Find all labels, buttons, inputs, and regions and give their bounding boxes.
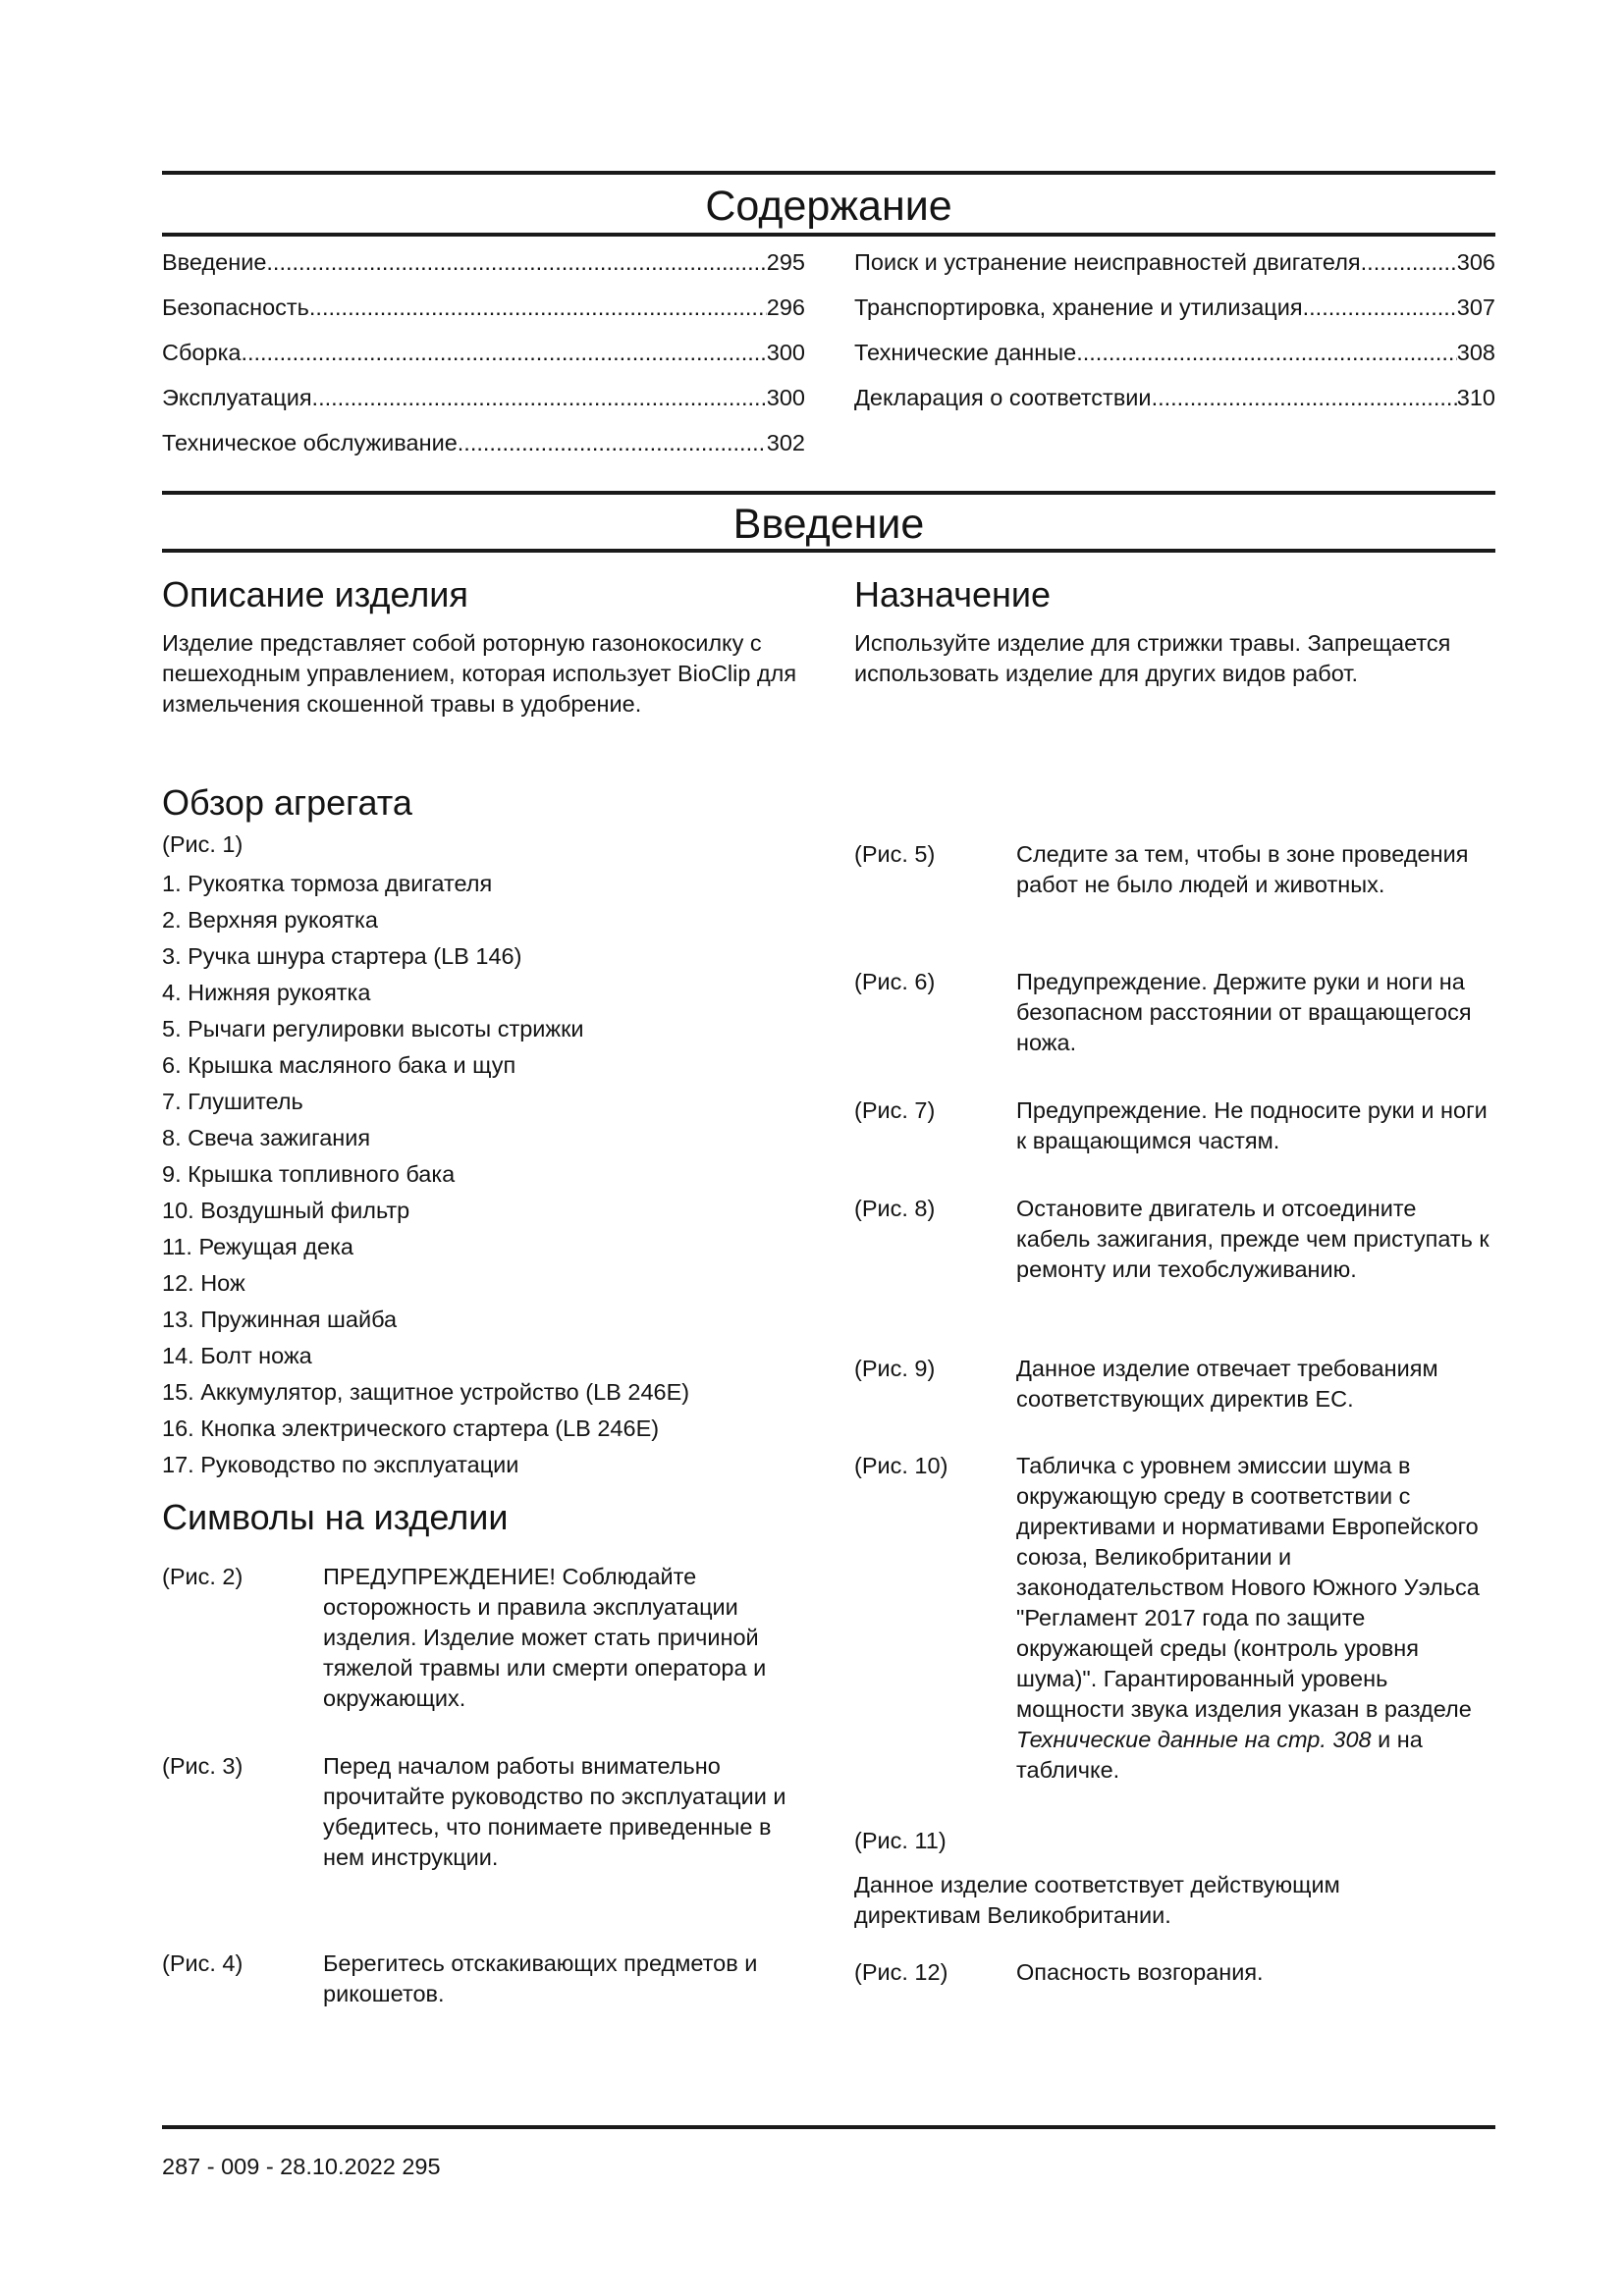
toc-entry[interactable]: Эксплуатация ..... 300 [162,383,805,428]
symbols-heading: Символы на изделии [162,1497,509,1537]
symbol-entry [162,1751,790,1873]
symbol-entry [162,1562,790,1714]
toc-entry[interactable]: Техническое обслуживание ..... 302 [162,428,805,473]
cross-reference-link[interactable]: Технические данные на стр. 308 [1016,1727,1372,1752]
list-item: 16. Кнопка электрического стартера (LB 246E) [162,1415,660,1441]
toc-right-column [854,247,1495,428]
symbol-text: Предупреждение. Держите руки и ноги на безопасном расстоянии от вращающегося ножа. [1016,969,1472,1055]
footer-rule [162,2125,1495,2129]
symbol-entry [162,1949,790,2009]
fig11-text: Данное изделие соответствует действующим директивам Великобритании. [854,1872,1340,1928]
symbol-entry [854,1957,1495,1988]
symbol-entry [854,967,1495,1058]
overview-parts-list [162,866,810,1483]
toc-entry[interactable]: Декларация о соответствии ..... 310 [854,383,1495,428]
toc-title: Содержание [705,183,952,230]
description-text: Изделие представляет собой роторную газонокосилку с пешеходным управлением, которая использует BioClip для измельчения скошенной травы в удобрение. [162,630,797,717]
figure-ref: (Рис. 11) [854,1828,947,1853]
symbol-text: Остановите двигатель и отсоедините кабель зажигания, прежде чем приступать к ремонту или техобслуживанию. [1016,1196,1489,1282]
intro-bottom-rule [162,549,1495,553]
list-item: 10. Воздушный фильтр [162,1198,410,1223]
toc-entry[interactable]: Введение ..... 295 [162,247,805,293]
symbol-text: Предупреждение. Не подносите руки и ноги к вращающимся частям. [1016,1097,1488,1153]
intro-top-rule [162,491,1495,495]
figure-ref: (Рис. 4) [162,1950,244,1976]
list-item: 15. Аккумулятор, защитное устройство (LB 246E) [162,1379,690,1405]
toc-left-column [162,247,805,473]
list-item: 12. Нож [162,1270,245,1296]
figure-ref: (Рис. 6) [854,969,936,994]
toc-entry[interactable]: Транспортировка, хранение и утилизация ..... 307 [854,293,1495,338]
list-item: 1. Рукоятка тормоза двигателя [162,871,493,896]
list-item: 11. Режущая дека [162,1234,353,1259]
toc-entry[interactable]: Поиск и устранение неисправностей двигателя ..... 306 [854,247,1495,293]
toc-entry[interactable]: Безопасность ..... 296 [162,293,805,338]
symbol-entry [854,1194,1495,1285]
symbol-text: Табличка с уровнем эмиссии шума в окружающую среду в соответствии с директивами и нормативами Европейского союза, Великобритании и законодательством Нового Южного Уэльса "Регламент 2017 года по защите окружающей среды (контроль уровня шума)". Гарантированный уровень мощности звука изделия указан в разделе Технические данные на стр. 308 и на табличке. [1016,1453,1480,1783]
list-item: 5. Рычаги регулировки высоты стрижки [162,1016,584,1041]
description-heading: Описание изделия [162,574,468,614]
list-item: 8. Свеча зажигания [162,1125,371,1150]
figure-ref: (Рис. 2) [162,1564,244,1589]
list-item: 17. Руководство по эксплуатации [162,1452,519,1477]
list-item: 2. Верхняя рукоятка [162,907,378,933]
toc-entry[interactable]: Технические данные ..... 308 [854,338,1495,383]
overview-figure-ref: (Рис. 1) [162,831,244,857]
toc-bottom-rule [162,233,1495,237]
symbol-entry [854,839,1495,900]
figure-ref: (Рис. 7) [854,1097,936,1123]
symbol-entry [854,1354,1495,1415]
symbol-text: Следите за тем, чтобы в зоне проведения работ не было людей и животных. [1016,841,1469,897]
symbol-entry [854,1095,1495,1156]
symbol-text: ПРЕДУПРЕЖДЕНИЕ! Соблюдайте осторожность и правила эксплуатации изделия. Изделие может стать причиной тяжелой травмы или смерти оператора и окружающих. [323,1564,767,1711]
list-item: 14. Болт ножа [162,1343,312,1368]
purpose-text: Используйте изделие для стрижки травы. Запрещается использовать изделие для других видов работ. [854,630,1451,686]
list-item: 6. Крышка масляного бака и щуп [162,1052,516,1078]
symbol-text: Данное изделие отвечает требованиям соответствующих директив ЕС. [1016,1356,1438,1412]
list-item: 3. Ручка шнура стартера (LB 146) [162,943,522,969]
figure-ref: (Рис. 10) [854,1453,948,1478]
overview-heading: Обзор агрегата [162,782,412,823]
toc-entry[interactable]: Сборка ..... 300 [162,338,805,383]
list-item: 9. Крышка топливного бака [162,1161,456,1187]
page-footer: 287 - 009 - 28.10.2022 295 [162,2154,441,2179]
purpose-heading: Назначение [854,574,1052,614]
figure-ref: (Рис. 8) [854,1196,936,1221]
symbol-text: Берегитесь отскакивающих предметов и рикошетов. [323,1950,758,2006]
toc-top-rule [162,171,1495,175]
symbol-entry-noise [854,1451,1495,1786]
list-item: 7. Глушитель [162,1089,303,1114]
figure-ref: (Рис. 9) [854,1356,936,1381]
symbol-text: Перед началом работы внимательно прочитайте руководство по эксплуатации и убедитесь, что понимаете приведенные в нем инструкции. [323,1753,786,1870]
list-item: 13. Пружинная шайба [162,1307,398,1332]
list-item: 4. Нижняя рукоятка [162,980,371,1005]
figure-ref: (Рис. 5) [854,841,936,867]
figure-ref: (Рис. 12) [854,1959,948,1985]
intro-title: Введение [732,501,925,548]
symbol-text: Опасность возгорания. [1016,1959,1264,1985]
figure-ref: (Рис. 3) [162,1753,244,1779]
